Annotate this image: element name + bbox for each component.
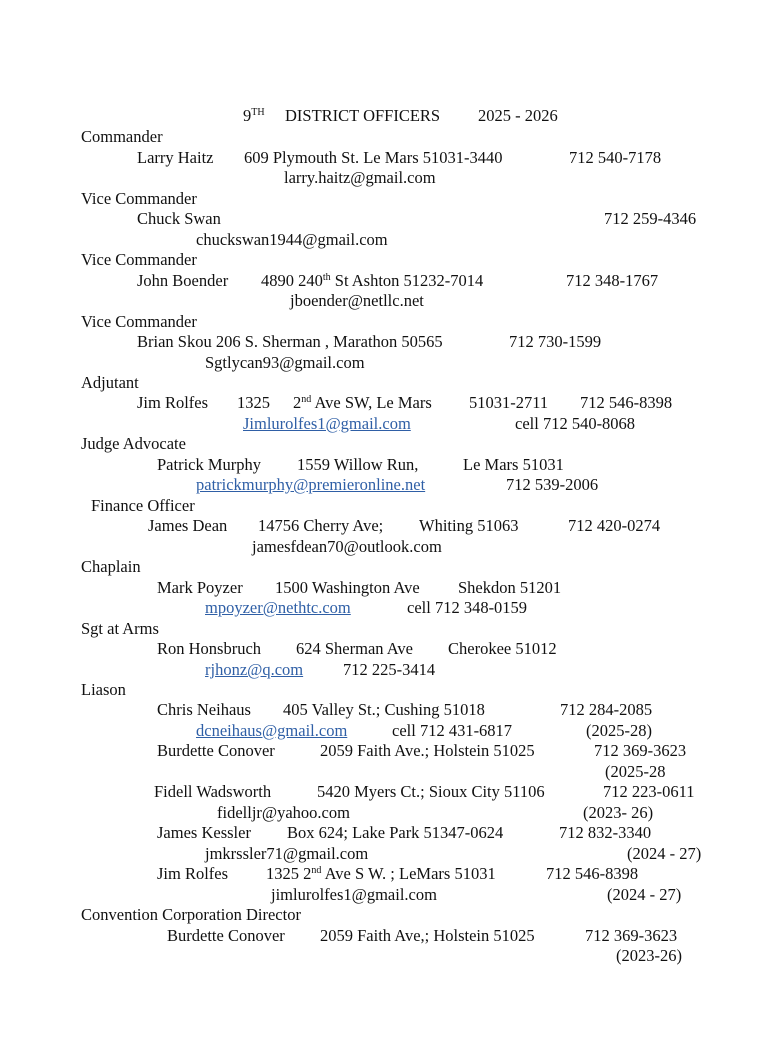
convention-address: 2059 Faith Ave,; Holstein 51025 bbox=[320, 926, 535, 945]
finance-phone: 712 420-0274 bbox=[568, 516, 661, 535]
liason5-address-a: 1325 2 bbox=[266, 864, 312, 883]
title-years: 2025 - 2026 bbox=[478, 106, 558, 125]
liason2-address: 2059 Faith Ave.; Holstein 51025 bbox=[320, 741, 535, 760]
adjutant-cell: cell 712 540-8068 bbox=[515, 414, 636, 433]
vice1-heading: Vice Commander bbox=[81, 189, 197, 208]
liason2-term: (2025-28 bbox=[605, 762, 666, 781]
liason4-address: Box 624; Lake Park 51347-0624 bbox=[287, 823, 504, 842]
adjutant-number: 1325 bbox=[237, 393, 270, 412]
liason1-phone: 712 284-2085 bbox=[560, 700, 653, 719]
chaplain-email-link[interactable]: mpoyzer@nethtc.com bbox=[205, 598, 351, 617]
liason4-phone: 712 832-3340 bbox=[559, 823, 652, 842]
vice2-email: jboender@netllc.net bbox=[290, 291, 424, 310]
vice3-phone: 712 730-1599 bbox=[509, 332, 602, 351]
liason1-cell: cell 712 431-6817 bbox=[392, 721, 513, 740]
adjutant-address bbox=[293, 393, 432, 413]
finance-address: 14756 Cherry Ave; bbox=[258, 516, 384, 535]
title-district: 9 bbox=[243, 106, 252, 125]
finance-name: James Dean bbox=[148, 516, 228, 535]
liason2-phone: 712 369-3623 bbox=[594, 741, 687, 760]
title-ordinal: TH bbox=[251, 107, 265, 118]
vice2-address-a: 4890 240 bbox=[261, 271, 323, 290]
convention-heading: Convention Corporation Director bbox=[81, 905, 301, 924]
commander-email: larry.haitz@gmail.com bbox=[284, 168, 436, 187]
sgt-name: Ron Honsbruch bbox=[157, 639, 262, 658]
vice1-phone: 712 259-4346 bbox=[604, 209, 697, 228]
chaplain-heading: Chaplain bbox=[81, 557, 141, 576]
liason1-email-link[interactable]: dcneihaus@gmail.com bbox=[196, 721, 348, 740]
liason5-name: Jim Rolfes bbox=[157, 864, 229, 883]
adjutant-address-b: Ave SW, Le Mars bbox=[311, 393, 432, 412]
finance-email: jamesfdean70@outlook.com bbox=[252, 537, 442, 556]
page-title bbox=[243, 106, 265, 126]
chaplain-name: Mark Poyzer bbox=[157, 578, 243, 597]
commander-name: Larry Haitz bbox=[137, 148, 214, 167]
finance-heading: Finance Officer bbox=[91, 496, 195, 515]
commander-heading: Commander bbox=[81, 127, 163, 146]
convention-phone: 712 369-3623 bbox=[585, 926, 678, 945]
liason1-term: (2025-28) bbox=[586, 721, 652, 740]
vice1-name: Chuck Swan bbox=[137, 209, 221, 228]
sgt-heading: Sgt at Arms bbox=[81, 619, 159, 638]
sgt-address: 624 Sherman Ave bbox=[296, 639, 414, 658]
vice3-email: Sgtlycan93@gmail.com bbox=[205, 353, 365, 372]
chaplain-address: 1500 Washington Ave bbox=[275, 578, 420, 597]
judge-address: 1559 Willow Run, bbox=[297, 455, 419, 474]
commander-address: 609 Plymouth St. Le Mars 51031-3440 bbox=[244, 148, 503, 167]
adjutant-name: Jim Rolfes bbox=[137, 393, 209, 412]
adjutant-heading: Adjutant bbox=[81, 373, 139, 392]
liason2-name: Burdette Conover bbox=[157, 741, 275, 760]
sgt-city: Cherokee 51012 bbox=[448, 639, 557, 658]
liason5-term: (2024 - 27) bbox=[607, 885, 682, 904]
adjutant-zip: 51031-2711 bbox=[469, 393, 549, 412]
vice3-heading: Vice Commander bbox=[81, 312, 197, 331]
liason1-address: 405 Valley St.; Cushing 51018 bbox=[283, 700, 485, 719]
liason4-name: James Kessler bbox=[157, 823, 251, 842]
vice2-heading: Vice Commander bbox=[81, 250, 197, 269]
liason5-address-b: Ave S W. ; LeMars 51031 bbox=[321, 864, 496, 883]
commander-phone: 712 540-7178 bbox=[569, 148, 662, 167]
vice2-phone: 712 348-1767 bbox=[566, 271, 659, 290]
chaplain-city: Shekdon 51201 bbox=[458, 578, 562, 597]
judge-heading: Judge Advocate bbox=[81, 434, 186, 453]
judge-name: Patrick Murphy bbox=[157, 455, 262, 474]
judge-email-link[interactable]: patrickmurphy@premieronline.net bbox=[196, 475, 426, 494]
vice2-address bbox=[261, 271, 483, 291]
liason3-email: fidelljr@yahoo.com bbox=[217, 803, 350, 822]
liason4-email: jmkrssler71@gmail.com bbox=[205, 844, 369, 863]
liason3-address: 5420 Myers Ct.; Sioux City 51106 bbox=[317, 782, 545, 801]
finance-city: Whiting 51063 bbox=[419, 516, 519, 535]
vice2-address-sup: th bbox=[322, 272, 331, 283]
sgt-phone: 712 225-3414 bbox=[343, 660, 436, 679]
chaplain-cell: cell 712 348-0159 bbox=[407, 598, 528, 617]
liason5-email: jimlurolfes1@gmail.com bbox=[271, 885, 437, 904]
liason5-phone: 712 546-8398 bbox=[546, 864, 639, 883]
vice1-email: chuckswan1944@gmail.com bbox=[196, 230, 388, 249]
liason5-address bbox=[266, 864, 496, 884]
adjutant-address-sup: nd bbox=[301, 394, 312, 405]
judge-phone: 712 539-2006 bbox=[506, 475, 599, 494]
convention-name: Burdette Conover bbox=[167, 926, 285, 945]
title-label: DISTRICT OFFICERS bbox=[285, 106, 441, 125]
vice2-name: John Boender bbox=[137, 271, 229, 290]
adjutant-address-a: 2 bbox=[293, 393, 302, 412]
sgt-email-link[interactable]: rjhonz@q.com bbox=[205, 660, 304, 679]
liason4-term: (2024 - 27) bbox=[627, 844, 702, 863]
convention-term: (2023-26) bbox=[616, 946, 682, 965]
judge-city: Le Mars 51031 bbox=[463, 455, 564, 474]
liason-heading: Liason bbox=[81, 680, 126, 699]
liason3-term: (2023- 26) bbox=[583, 803, 654, 822]
liason3-name: Fidell Wadsworth bbox=[154, 782, 272, 801]
vice2-address-b: St Ashton 51232-7014 bbox=[330, 271, 484, 290]
adjutant-email-link[interactable]: Jimlurolfes1@gmail.com bbox=[243, 414, 411, 433]
vice3-line: Brian Skou 206 S. Sherman , Marathon 50565 bbox=[137, 332, 443, 351]
adjutant-phone: 712 546-8398 bbox=[580, 393, 673, 412]
liason3-phone: 712 223-0611 bbox=[603, 782, 695, 801]
liason5-address-sup: nd bbox=[311, 865, 322, 876]
liason1-name: Chris Neihaus bbox=[157, 700, 251, 719]
